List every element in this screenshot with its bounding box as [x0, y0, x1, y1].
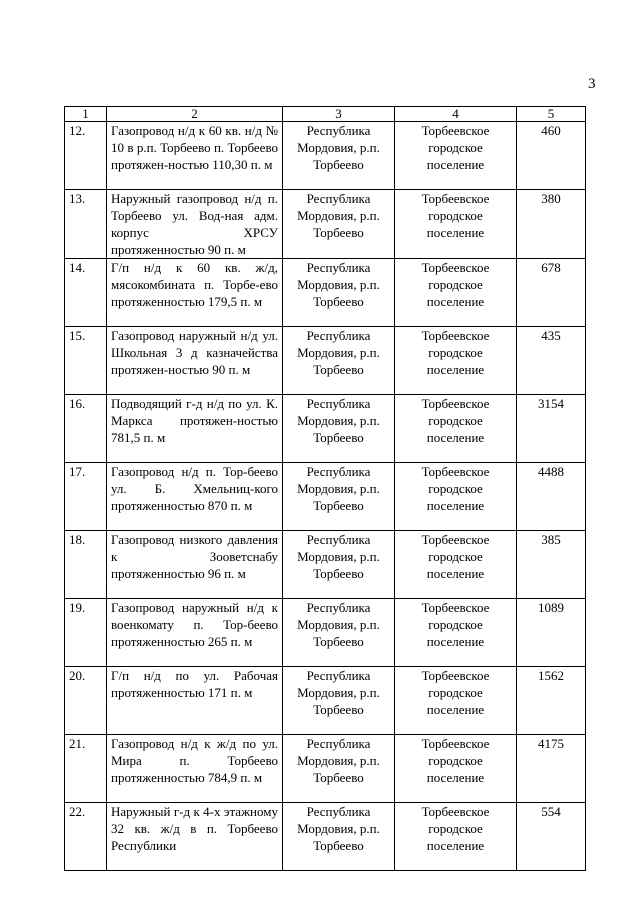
value-cell: 385 [517, 531, 586, 599]
table-row [65, 667, 586, 735]
row-number-cell: 19. [65, 599, 107, 667]
value-cell: 1562 [517, 667, 586, 735]
settlement-cell: Торбеевское городское поселение [395, 327, 517, 395]
region-cell: Республика Мордовия, р.п. Торбеево [283, 531, 395, 599]
settlement-cell: Торбеевское городское поселение [395, 259, 517, 327]
row-number-cell: 13. [65, 190, 107, 259]
value-cell: 4488 [517, 463, 586, 531]
row-number-cell: 14. [65, 259, 107, 327]
page-number: 3 [588, 76, 596, 92]
value-cell: 380 [517, 190, 586, 259]
table-body [65, 107, 586, 871]
table-row [65, 259, 586, 327]
region-cell: Республика Мордовия, р.п. Торбеево [283, 735, 395, 803]
region-cell: Республика Мордовия, р.п. Торбеево [283, 259, 395, 327]
row-number-cell: 17. [65, 463, 107, 531]
settlement-cell: Торбеевское городское поселение [395, 122, 517, 190]
value-cell: 1089 [517, 599, 586, 667]
region-cell: Республика Мордовия, р.п. Торбеево [283, 667, 395, 735]
settlement-cell: Торбеевское городское поселение [395, 599, 517, 667]
settlement-cell: Торбеевское городское поселение [395, 190, 517, 259]
header-cell-2: 2 [107, 107, 283, 122]
description-cell: Наружный г-д к 4-х этажному 32 кв. ж/д в п. Торбеево Республики [107, 803, 283, 871]
header-cell-5: 5 [517, 107, 586, 122]
description-cell: Г/п н/д к 60 кв. ж/д, мясокомбината п. Торбе-ево протяженностью 179,5 п. м [107, 259, 283, 327]
description-cell: Г/п н/д по ул. Рабочая протяженностью 171 п. м [107, 667, 283, 735]
table-row [65, 803, 586, 871]
region-cell: Республика Мордовия, р.п. Торбеево [283, 803, 395, 871]
settlement-cell: Торбеевское городское поселение [395, 803, 517, 871]
table-row [65, 122, 586, 190]
description-cell: Газопровод н/д к ж/д по ул. Мира п. Торбеево протяженностью 784,9 п. м [107, 735, 283, 803]
description-cell: Газопровод наружный н/д к военкомату п. Тор-беево протяженностью 265 п. м [107, 599, 283, 667]
description-cell: Наружный газопровод н/д п. Торбеево ул. Вод-ная адм. корпус ХРСУ протяженностью 90 п. м [107, 190, 283, 259]
description-cell: Газопровод н/д п. Тор-беево ул. Б. Хмельниц-кого протяженностью 870 п. м [107, 463, 283, 531]
value-cell: 678 [517, 259, 586, 327]
region-cell: Республика Мордовия, р.п. Торбеево [283, 327, 395, 395]
row-number-cell: 20. [65, 667, 107, 735]
description-cell: Подводящий г-д н/д по ул. К. Маркса протяжен-ностью 781,5 п. м [107, 395, 283, 463]
row-number-cell: 21. [65, 735, 107, 803]
header-cell-4: 4 [395, 107, 517, 122]
description-cell: Газопровод низкого давления к Зооветснабу протяженностью 96 п. м [107, 531, 283, 599]
table-row [65, 395, 586, 463]
settlement-cell: Торбеевское городское поселение [395, 463, 517, 531]
row-number-cell: 15. [65, 327, 107, 395]
header-cell-1: 1 [65, 107, 107, 122]
description-cell: Газопровод н/д к 60 кв. н/д № 10 в р.п. Торбеево п. Торбеево протяжен-ностью 110,30 п. м [107, 122, 283, 190]
table-row [65, 531, 586, 599]
value-cell: 435 [517, 327, 586, 395]
table-row [65, 599, 586, 667]
description-cell: Газопровод наружный н/д ул. Школьная 3 д казначейства протяжен-ностью 90 п. м [107, 327, 283, 395]
table-row [65, 327, 586, 395]
row-number-cell: 18. [65, 531, 107, 599]
value-cell: 4175 [517, 735, 586, 803]
region-cell: Республика Мордовия, р.п. Торбеево [283, 122, 395, 190]
table-row [65, 463, 586, 531]
property-table [64, 106, 586, 871]
row-number-cell: 22. [65, 803, 107, 871]
table-header-row [65, 107, 586, 122]
region-cell: Республика Мордовия, р.п. Торбеево [283, 395, 395, 463]
region-cell: Республика Мордовия, р.п. Торбеево [283, 599, 395, 667]
region-cell: Республика Мордовия, р.п. Торбеево [283, 190, 395, 259]
settlement-cell: Торбеевское городское поселение [395, 531, 517, 599]
table-row [65, 190, 586, 259]
row-number-cell: 12. [65, 122, 107, 190]
table-row [65, 735, 586, 803]
region-cell: Республика Мордовия, р.п. Торбеево [283, 463, 395, 531]
row-number-cell: 16. [65, 395, 107, 463]
settlement-cell: Торбеевское городское поселение [395, 395, 517, 463]
value-cell: 554 [517, 803, 586, 871]
settlement-cell: Торбеевское городское поселение [395, 667, 517, 735]
settlement-cell: Торбеевское городское поселение [395, 735, 517, 803]
value-cell: 3154 [517, 395, 586, 463]
value-cell: 460 [517, 122, 586, 190]
header-cell-3: 3 [283, 107, 395, 122]
